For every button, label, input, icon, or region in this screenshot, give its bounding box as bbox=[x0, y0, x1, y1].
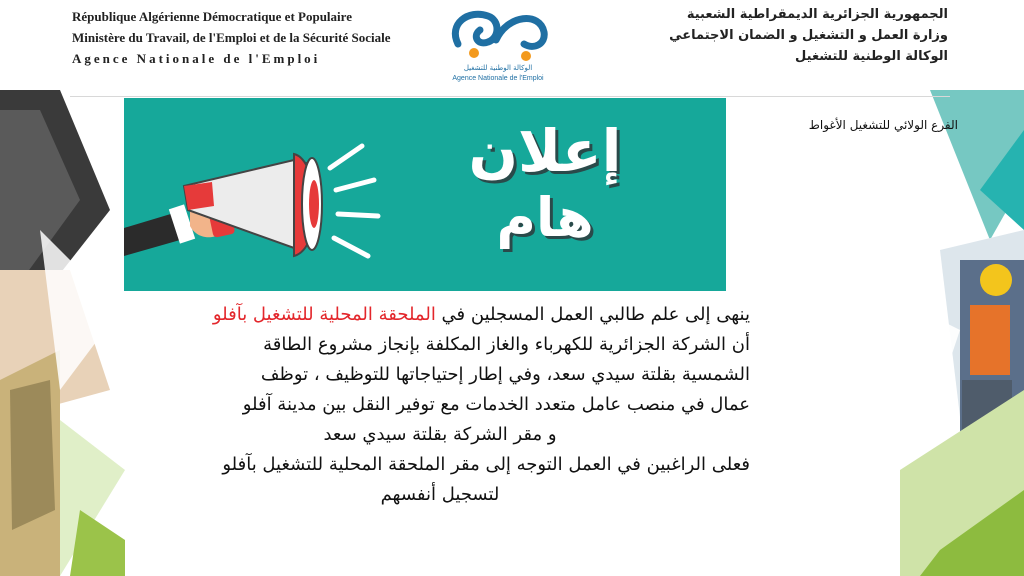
announcement-line-5: و مقر الشركة بقلتة سيدي سعد bbox=[323, 424, 557, 445]
agency-logo bbox=[438, 4, 558, 94]
announcement-body bbox=[130, 300, 750, 510]
announcement-line-6: فعلى الراغبين في العمل التوجه إلى مقر الملحقة المحلية للتشغيل بآفلو bbox=[222, 454, 750, 475]
banner-title-line2: هام bbox=[496, 186, 594, 249]
logo-arabic-name: الوكالة الوطنية للتشغيل bbox=[463, 64, 533, 72]
left-decoration bbox=[0, 90, 130, 576]
announcement-highlight: الملحقة المحلية للتشغيل بآفلو bbox=[212, 304, 436, 325]
branch-label: الفرع الولائي للتشغيل الأغواط bbox=[808, 118, 958, 132]
announcement-banner bbox=[124, 98, 726, 291]
header-fr-country: République Algérienne Démocratique et Populaire bbox=[72, 9, 352, 24]
header-divider bbox=[70, 96, 950, 97]
header-french bbox=[72, 6, 432, 69]
header-ar-ministry: وزارة العمل و التشغيل و الضمان الاجتماعي bbox=[669, 28, 948, 43]
header-fr-agency: Agence Nationale de l'Emploi bbox=[72, 51, 321, 66]
header-fr-ministry: Ministère du Travail, de l'Emploi et de la Sécurité Sociale bbox=[72, 30, 391, 45]
announcement-line-7: لتسجيل أنفسهم bbox=[380, 484, 500, 505]
announcement-line-1 bbox=[130, 300, 750, 330]
header-arabic bbox=[568, 4, 948, 67]
logo-french-name: Agence Nationale de l'Emploi bbox=[452, 75, 544, 82]
announcement-line-4: عمال في منصب عامل متعدد الخدمات مع توفير النقل بين مدينة آفلو bbox=[242, 394, 750, 415]
header-ar-country: الجمهورية الجزائرية الديمقراطية الشعبية bbox=[686, 7, 948, 22]
banner-title-line1: إعلان bbox=[468, 117, 622, 185]
announcement-line-3: الشمسية بقلتة سيدي سعد، وفي إطار إحتياجاتها للتوظيف ، توظف bbox=[260, 364, 750, 385]
megaphone-icon bbox=[124, 98, 454, 291]
banner-title bbox=[420, 116, 670, 250]
header-ar-agency: الوكالة الوطنية للتشغيل bbox=[795, 49, 948, 64]
right-decoration bbox=[900, 90, 1024, 576]
announcement-line-2: أن الشركة الجزائرية للكهرباء والغاز المكلفة بإنجاز مشروع الطاقة bbox=[263, 334, 750, 355]
agency-logo-icon bbox=[438, 4, 558, 66]
announcement-line-1-start: ينهى إلى علم طالبي العمل المسجلين في bbox=[435, 304, 750, 325]
